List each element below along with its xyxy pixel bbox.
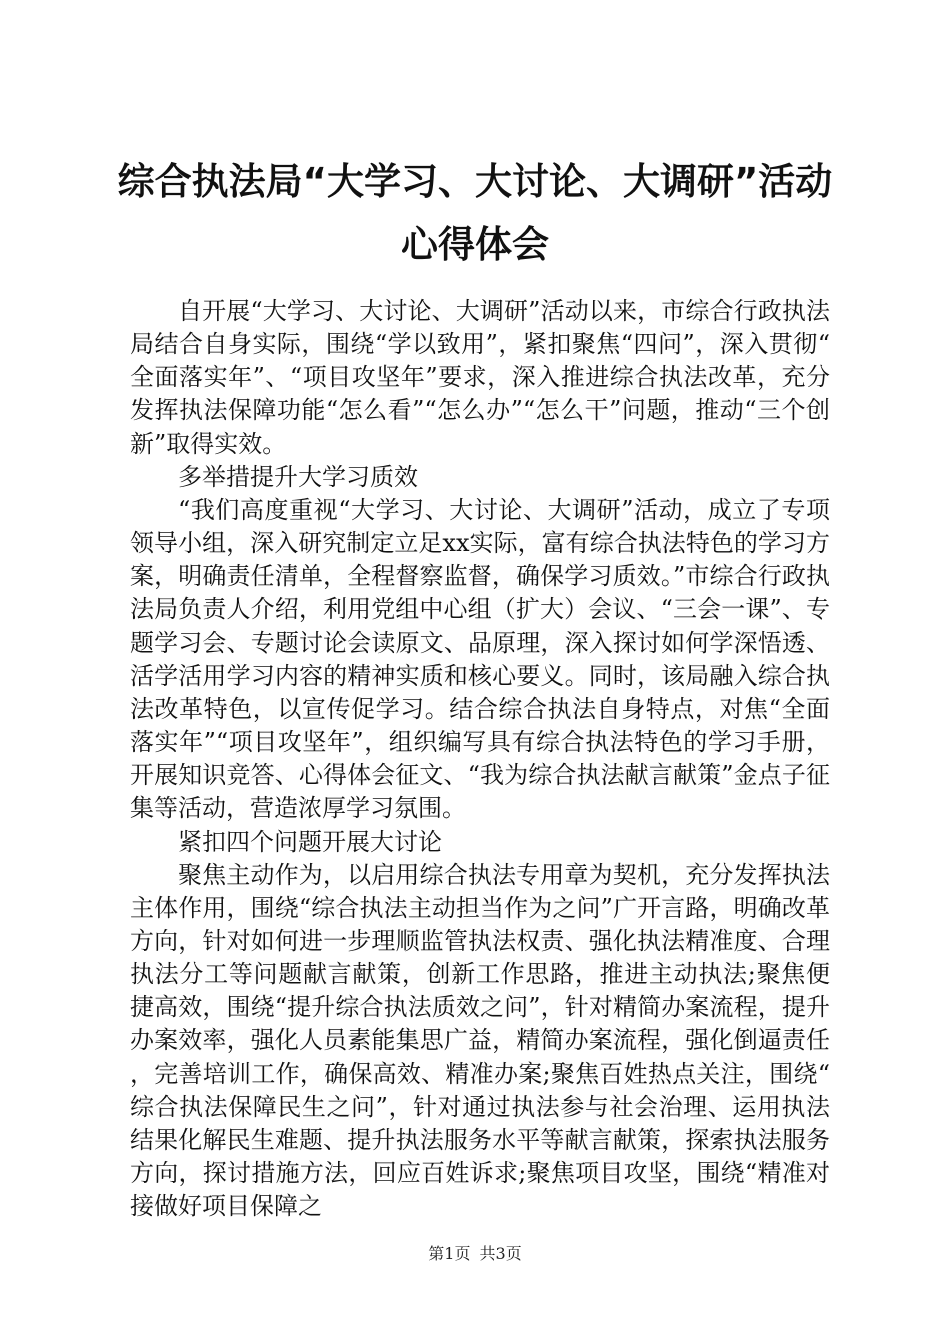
document-title-line-2: 心得体会 bbox=[401, 223, 549, 266]
paragraph-intro: 自开展“大学习、大讨论、大调研”活动以来，市综合行政执法局结合自身实际，围绕“学以致用”，紧扣聚焦“四问”，深入贯彻“全面落实年”、“项目攻坚年”要求，深入推进综合执法改革，充分发挥执法保障功能“怎么看”“怎么办”“怎么干”问题，推动“三个创新”取得实效。 bbox=[130, 297, 830, 458]
page-footer bbox=[0, 1244, 950, 1264]
document-body bbox=[130, 295, 830, 1223]
document-title-line-1: 综合执法局“大学习、大讨论、大调研”活动 bbox=[117, 160, 833, 203]
paragraph-discussion: 聚焦主动作为，以启用综合执法专用章为契机，充分发挥执法主体作用，围绕“综合执法主动担当作为之问”广开言路，明确改革方向，针对如何进一步理顺监管执法权责、强化执法精准度、合理执法分工等问题献言献策，创新工作思路，推进主动执法;聚焦便捷高效，围绕“提升综合执法质效之问”，针对精简办案流程，提升办案效率，强化人员素能集思广益，精简办案流程，强化倒逼责任，完善培训工作，确保高效、精准办案;聚焦百姓热点关注，围绕“综合执法保障民生之问”，针对通过执法参与社会治理、运用执法结果化解民生难题、提升执法服务水平等献言献策，探索执法服务方向，探讨措施方法，回应百姓诉求;聚焦项目攻坚，围绕“精准对接做好项目保障之 bbox=[130, 860, 830, 1221]
page-total: 共3页 bbox=[479, 1244, 522, 1263]
section-heading-study: 多举措提升大学习质效 bbox=[178, 462, 418, 491]
section-heading-discussion: 紧扣四个问题开展大讨论 bbox=[178, 827, 442, 856]
page-number: 第1页 bbox=[428, 1244, 471, 1263]
paragraph-study: “我们高度重视“大学习、大讨论、大调研”活动，成立了专项领导小组，深入研究制定立足xx实际，富有综合执法特色的学习方案，明确责任清单，全程督察监督，确保学习质效。”市综合行政执法局负责人介绍，利用党组中心组（扩大）会议、“三会一课”、专题学习会、专题讨论会读原文、品原理，深入探讨如何学深悟透、活学活用学习内容的精神实质和核心要义。同时，该局融入综合执法改革特色，以宣传促学习。结合综合执法自身特点，对焦“全面落实年”“项目攻坚年”，组织编写具有综合执法特色的学习手册，开展知识竞答、心得体会征文、“我为综合执法献言献策”金点子征集等活动，营造浓厚学习氛围。 bbox=[130, 495, 830, 823]
